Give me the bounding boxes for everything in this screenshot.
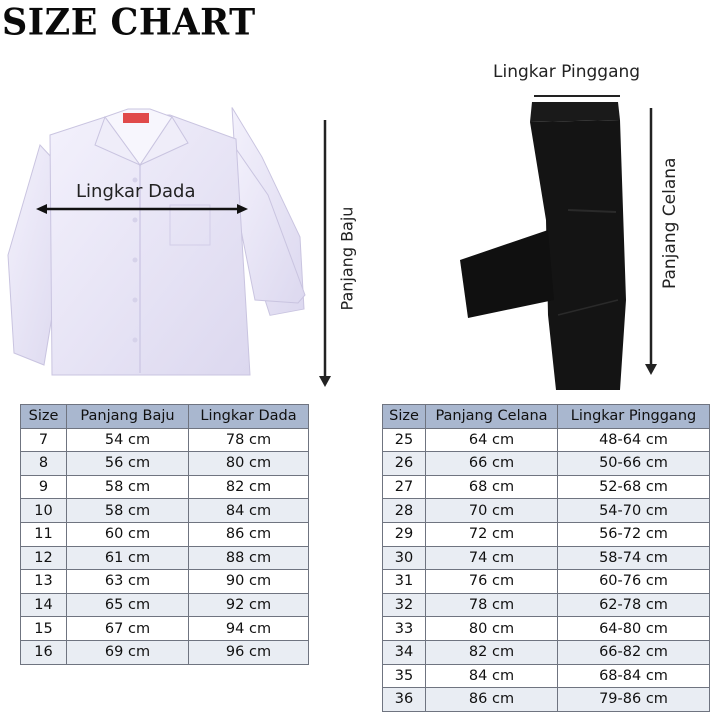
table-cell: 52-68 cm [558, 475, 710, 499]
table-cell: 14 [21, 593, 67, 617]
pants-size-table [382, 404, 710, 712]
table-cell: 54-70 cm [558, 499, 710, 523]
table-cell: 96 cm [189, 640, 309, 664]
column-header: Size [21, 405, 67, 429]
table-cell: 80 cm [189, 452, 309, 476]
chest-width-label: Lingkar Dada [76, 181, 196, 202]
table-row [383, 617, 710, 641]
table-cell: 54 cm [67, 428, 189, 452]
column-header: Lingkar Dada [189, 405, 309, 429]
table-cell: 7 [21, 428, 67, 452]
table-row [383, 593, 710, 617]
table-row [21, 475, 309, 499]
table-cell: 28 [383, 499, 426, 523]
table-cell: 69 cm [67, 640, 189, 664]
shirt-size-table [20, 404, 309, 665]
table-cell: 35 [383, 664, 426, 688]
table-row [21, 546, 309, 570]
table-cell: 58-74 cm [558, 546, 710, 570]
column-header: Panjang Baju [67, 405, 189, 429]
table-cell: 65 cm [67, 593, 189, 617]
table-row [383, 475, 710, 499]
table-cell: 8 [21, 452, 67, 476]
table-cell: 36 [383, 688, 426, 712]
table-row [21, 593, 309, 617]
pants-image [458, 100, 628, 395]
table-cell: 25 [383, 428, 426, 452]
table-row [21, 522, 309, 546]
table-cell: 33 [383, 617, 426, 641]
page-title: SIZE CHART [2, 0, 256, 45]
shirt-length-label: Panjang Baju [337, 206, 357, 311]
table-row [383, 664, 710, 688]
table-cell: 16 [21, 640, 67, 664]
shirt-image [0, 105, 320, 385]
table-cell: 56-72 cm [558, 522, 710, 546]
table-cell: 27 [383, 475, 426, 499]
table-cell: 68-84 cm [558, 664, 710, 688]
waist-label: Lingkar Pinggang [493, 62, 641, 82]
table-cell: 31 [383, 570, 426, 594]
table-cell: 64-80 cm [558, 617, 710, 641]
table-cell: 84 cm [189, 499, 309, 523]
table-cell: 66 cm [426, 452, 558, 476]
table-row [21, 570, 309, 594]
table-cell: 86 cm [426, 688, 558, 712]
table-header-row [383, 405, 710, 429]
column-header: Size [383, 405, 426, 429]
table-cell: 68 cm [426, 475, 558, 499]
table-cell: 61 cm [67, 546, 189, 570]
table-cell: 50-66 cm [558, 452, 710, 476]
table-row [383, 522, 710, 546]
table-row [383, 452, 710, 476]
table-cell: 32 [383, 593, 426, 617]
table-cell: 86 cm [189, 522, 309, 546]
table-cell: 82 cm [426, 640, 558, 664]
table-cell: 66-82 cm [558, 640, 710, 664]
table-row [21, 499, 309, 523]
table-cell: 88 cm [189, 546, 309, 570]
table-cell: 78 cm [426, 593, 558, 617]
table-cell: 56 cm [67, 452, 189, 476]
table-row [21, 428, 309, 452]
table-row [21, 640, 309, 664]
table-cell: 76 cm [426, 570, 558, 594]
table-cell: 34 [383, 640, 426, 664]
table-cell: 48-64 cm [558, 428, 710, 452]
table-row [383, 640, 710, 664]
column-header: Lingkar Pinggang [558, 405, 710, 429]
table-row [21, 617, 309, 641]
table-cell: 90 cm [189, 570, 309, 594]
table-row [383, 688, 710, 712]
table-cell: 82 cm [189, 475, 309, 499]
table-cell: 72 cm [426, 522, 558, 546]
table-cell: 10 [21, 499, 67, 523]
table-cell: 78 cm [189, 428, 309, 452]
pants-length-label: Panjang Celana [660, 157, 680, 289]
table-cell: 64 cm [426, 428, 558, 452]
table-cell: 58 cm [67, 499, 189, 523]
table-cell: 15 [21, 617, 67, 641]
table-cell: 67 cm [67, 617, 189, 641]
table-cell: 30 [383, 546, 426, 570]
table-cell: 26 [383, 452, 426, 476]
table-cell: 9 [21, 475, 67, 499]
table-cell: 70 cm [426, 499, 558, 523]
table-cell: 84 cm [426, 664, 558, 688]
table-row [383, 570, 710, 594]
table-cell: 12 [21, 546, 67, 570]
table-cell: 92 cm [189, 593, 309, 617]
table-cell: 60-76 cm [558, 570, 710, 594]
table-cell: 94 cm [189, 617, 309, 641]
table-cell: 79-86 cm [558, 688, 710, 712]
table-cell: 62-78 cm [558, 593, 710, 617]
table-row [383, 546, 710, 570]
table-cell: 13 [21, 570, 67, 594]
pants-length-arrow [644, 108, 658, 376]
table-header-row [21, 405, 309, 429]
table-cell: 29 [383, 522, 426, 546]
column-header: Panjang Celana [426, 405, 558, 429]
table-row [383, 499, 710, 523]
shirt-length-arrow [318, 120, 332, 388]
table-row [21, 452, 309, 476]
table-cell: 60 cm [67, 522, 189, 546]
table-cell: 80 cm [426, 617, 558, 641]
table-cell: 63 cm [67, 570, 189, 594]
table-cell: 11 [21, 522, 67, 546]
table-cell: 74 cm [426, 546, 558, 570]
table-cell: 58 cm [67, 475, 189, 499]
table-row [383, 428, 710, 452]
